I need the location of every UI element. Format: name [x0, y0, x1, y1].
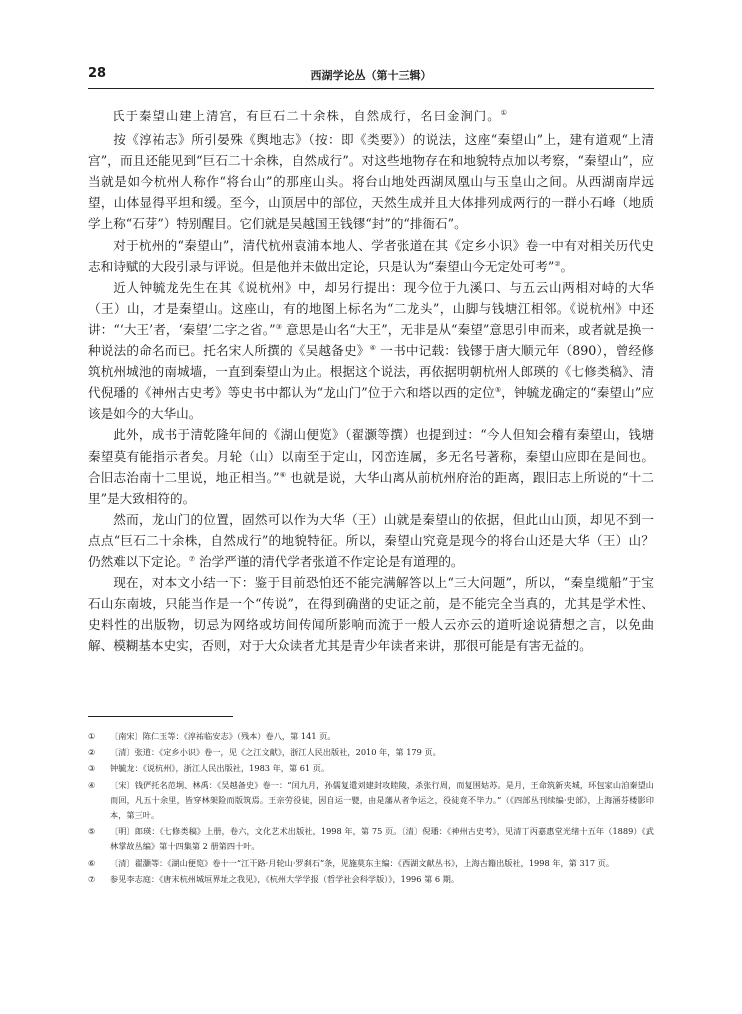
footnote-mark: ② [88, 747, 96, 758]
page-number: 28 [88, 66, 107, 81]
footnote-1: ① 〔南宋〕陈仁玉等：《淳祐临安志》（残本）卷八，第 141 页。 [88, 729, 654, 744]
paragraph-5: 然而，龙山门的位置，固然可以作为大华（王）山就是秦望山的依据，但此山山顶，却见不到一点点“巨石二十余株，自然成行”的地貌特征。所以，秦望山究竟是现今的将台山还是大华（王）山？仍然难以下定论。⑦ 治学严谨的清代学者张道不作定论是有道理的。 [88, 511, 654, 569]
main-body [88, 106, 654, 656]
footnote-ref[interactable]: ⑦ [188, 554, 196, 563]
paragraph-1: 按《淳祐志》所引晏殊《舆地志》（按：即《类要》）的说法，这座“秦望山”上，建有道观“上清宫”，而且还能见到“巨石二十余株，自然成行”。对这些地物存在和地貌特点加以考察，“秦望山”，应当就是如今杭州人称作“将台山”的那座山头。将台山地处西湖凤凰山与玉皇山之间。从西湖南岸远望，山体显得平坦和缓。至今，山顶居中的部位，天然生成并且大体排列成两行的一群小石峰（地质学上称“石芽”）特别醒目。它们就是吴越国王钱镠“封”的“排衙石”。 [88, 132, 654, 232]
paragraph-4: 此外，成书于清乾隆年间的《湖山便览》（翟灏等撰）也提到过：“今人但知会稽有秦望山，钱塘秦望莫有能指示者矣。月轮（山）以南至于定山，冈峦连属，多无名号著称，秦望山应即在是间也。合旧志治南十二里说，地正相当。”⑥ 也就是说，大华山离从前杭州府治的距离，跟旧志上所说的“十二里”是大致相符的。 [88, 427, 654, 506]
footnote-mark: ⑦ [88, 873, 96, 884]
footnote-ref[interactable]: ③ [275, 322, 282, 331]
footnote-ref[interactable]: ④ [369, 343, 377, 352]
footnote-4: ④ 〔宋〕钱俨托名范坰、林禹：《吴越备史》卷一：“闰九月，孙儒复遣刘建封攻睦陵，杀张行周，而复围姑苏。是月，王命筑新夹城，环包家山洎秦望山而回，凡五十余里，皆穿林架险而版筑焉。王亲劳役徒，因自运一甓，由是藩从者争运之，役徒竟不毕力。”（《四部丛刊续编·史部》，上海涵芬楼影印本，第三叶。 [88, 779, 654, 821]
footnote-3: ③ 钟毓龙：《说杭州》，浙江人民出版社，1983 年，第 61 页。 [88, 761, 654, 776]
footnote-ref[interactable]: ① [500, 108, 509, 117]
footnote-mark: ⑥ [88, 857, 96, 868]
footnote-ref[interactable]: ② [554, 259, 561, 268]
footnote-mark: ③ [88, 763, 96, 774]
footnote-ref[interactable]: ⑤ [494, 386, 502, 395]
paragraph-6: 现在，对本文小结一下：鉴于目前恐怕还不能完满解答以上“三大问题”，所以，“秦皇缆船”于宝石山东南坡，只能当作是一个“传说”，在得到确凿的史证之前，是不能完全当真的，尤其是学术性、史料性的出版物，切忌为网络或坊间传闻所影响而流于一般人云亦云的道听途说猜想之言，以免曲解、模糊基本史实，否则，对于大众读者尤其是青少年读者来讲，那很可能是有害无益的。 [88, 575, 654, 654]
running-title: 西湖学论丛（第十三辑） [310, 69, 432, 82]
footnote-5: ⑤ 〔明〕郎瑛：《七修类稿》上册，卷六，文化艺术出版社，1998 年，第 75 页。〔清〕倪璠：《神州古史考》，见清丁丙嘉惠堂光绪十五年（1889）《武林掌故丛编》第十四集第 2 册第四十叶。 [88, 826, 654, 852]
footnote-mark: ① [88, 731, 96, 741]
footnote-7: ⑦ 参见李志庭：《唐末杭州城垣界址之我见》，《杭州大学学报（哲学社会科学版）》，1996 第 6 期。 [88, 872, 654, 887]
footnote-divider [88, 716, 233, 717]
footnote-ref[interactable]: ⑥ [279, 470, 287, 479]
footnote-mark: ④ [88, 779, 96, 790]
block-quote: 氏于秦望山建上清宫，有巨石二十余株，自然成行，名曰金涧门。① [112, 108, 509, 123]
paragraph-2: 对于杭州的“秦望山”，清代杭州袁浦本地人、学者张道在其《定乡小识》卷一中有对相关历代史志和诗赋的大段引录与评说。但是他并未做出定论，只是认为“秦望山今无定处可考”②。 [88, 237, 654, 274]
footnote-2: ② 〔清〕张道：《定乡小识》卷一，见《之江文献》，浙江人民出版社，2010 年，第 179 页。 [88, 745, 654, 760]
footnote-6: ⑥ 〔清〕翟灏等：《湖山便览》卷十一“江干路·月轮山·罗刹石”条，见施莫东主编：《西湖文献丛书》，上海古籍出版社，1998 年，第 317 页。 [88, 856, 654, 871]
page-header [88, 66, 654, 89]
footnotes [88, 729, 654, 888]
paragraph-3: 近人钟毓龙先生在其《说杭州》中，却另行提出：现今位于九溪口、与五云山两相对峙的大华（王）山，才是秦望山。这座山，有的地图上标名为“二龙头”，山脚与钱塘江相邻。《说杭州》中还讲：“‘大王’者，‘秦望’二字之省。”③ 意思是山名“大王”，无非是从“秦望”意思引申而来，或者就是换一种说法的命名而已。托名宋人所撰的《吴越备史》④ 一书中记载：钱镠于唐大顺元年（890），曾经修筑杭州城池的南城墙，一直到秦望山为止。根据这个说法，再依据明朝杭州人郎瑛的《七修类稿》、清代倪璠的《神州古史考》等史书中都认为“龙山门”位于六和塔以西的定位⑤，钟毓龙确定的“秦望山”应该是如今的大华山。 [88, 279, 654, 422]
footnote-mark: ⑤ [88, 826, 96, 837]
